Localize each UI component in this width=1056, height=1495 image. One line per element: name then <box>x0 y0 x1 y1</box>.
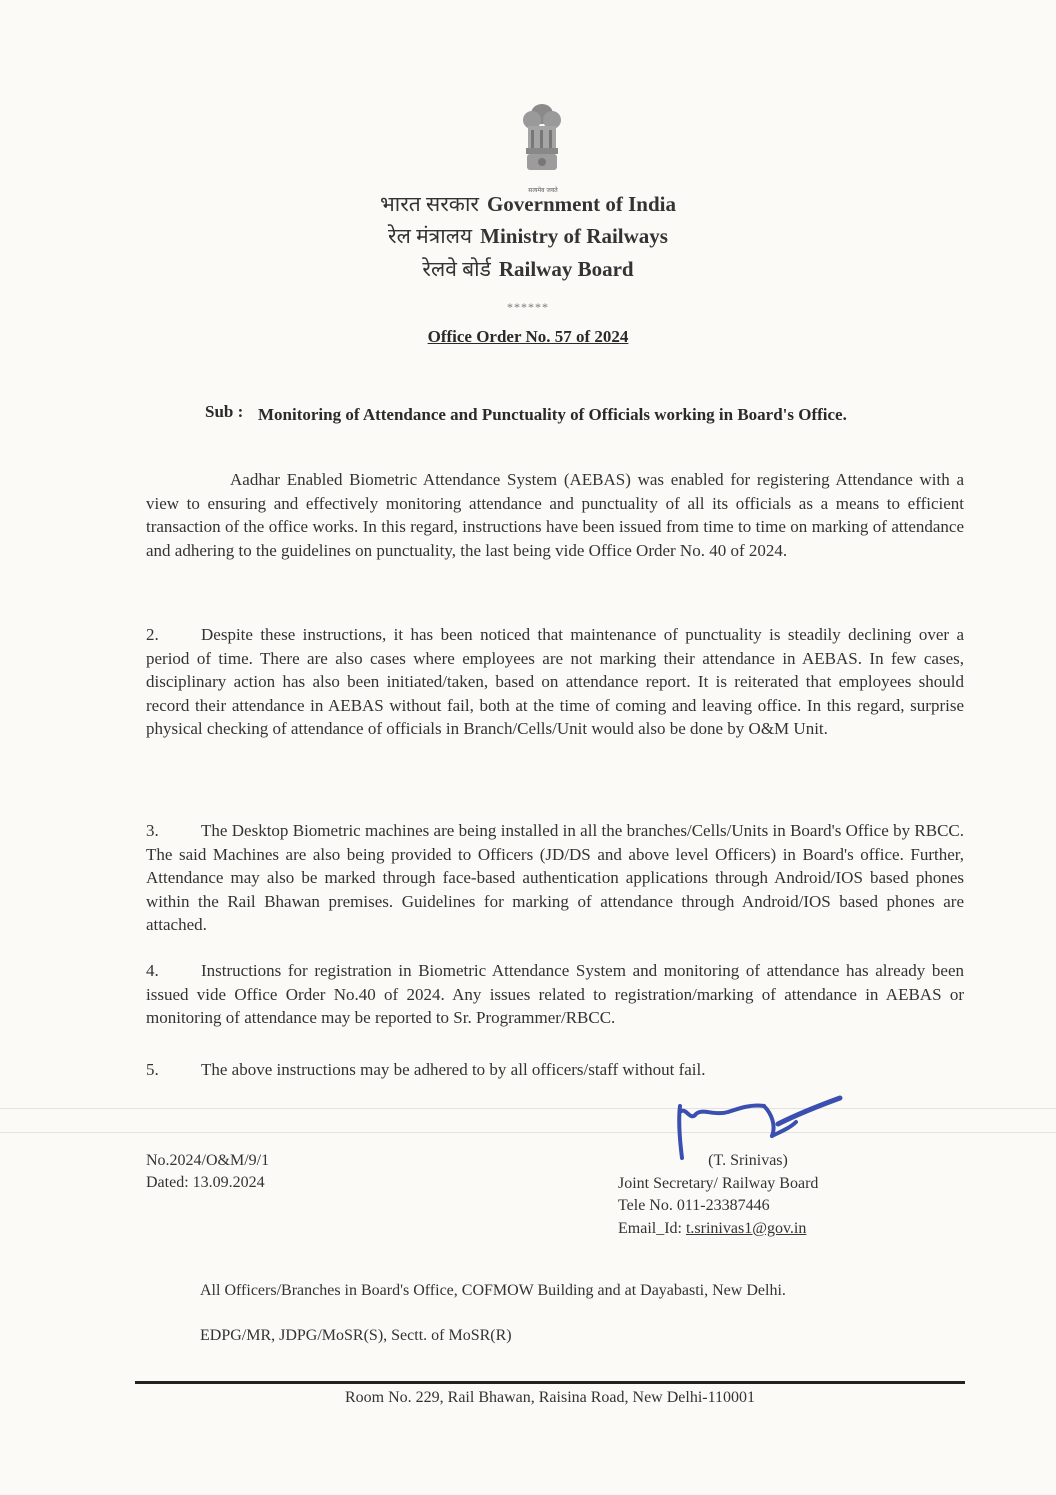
signatory-designation: Joint Secretary/ Railway Board <box>618 1174 819 1192</box>
email-link[interactable]: t.srinivas1@gov.in <box>685 1219 807 1237</box>
paragraph-5 <box>146 1058 964 1082</box>
paragraph-1: Aadhar Enabled Biometric Attendance System (AEBAS) was enabled for registering Attendance with a view to ensuring and effectively monitoring attendance and punctuality of all its officials as a means to efficient transaction of the office works. In this regard, instructions have been issued from time to time on marking of attendance and adhering to the guidelines on punctuality, the last being vide Office Order No. 40 of 2024. <box>146 470 964 560</box>
distribution-line: All Officers/Branches in Board's Office, COFMOW Building and at Dayabasti, New Delhi. <box>200 1282 786 1299</box>
distribution-line: EDPG/MR, JDPG/MoSR(S), Sectt. of MoSR(R) <box>200 1327 512 1344</box>
header-english: Ministry of Railways <box>480 224 668 248</box>
paragraph-text: The above instructions may be adhered to by all officers/staff without fail. <box>201 1060 706 1079</box>
scan-fold-line <box>0 1132 1056 1133</box>
signatory-tele: Tele No. 011-23387446 <box>618 1197 770 1214</box>
paragraph-3 <box>146 819 964 937</box>
national-emblem-icon <box>518 100 566 188</box>
scan-fold-line <box>0 1108 1056 1109</box>
header-hindi: रेल मंत्रालय <box>388 224 473 248</box>
header-english: Government of India <box>486 192 676 216</box>
paragraph-4 <box>146 959 964 1030</box>
paragraph-number: 4. <box>146 961 159 980</box>
subject-label: Sub : <box>205 402 244 421</box>
paragraph-text: The Desktop Biometric machines are being installed in all the branches/Cells/Units in Board's Office by RBCC. The said Machines are also being provided to Officers (JD/DS and above level Officers) in Board's office. Further, Attendance may also be marked through face-based authentication applications through Android/IOS based phones within the Rail Bhawan premises. Guidelines for marking of attendance through Android/IOS based phones are attached. <box>146 821 964 934</box>
paragraph-text: Despite these instructions, it has been noticed that maintenance of punctuality is steadily declining over a period of time. There are also cases where employees are not marking their attendance in AEBAS. In few cases, disciplinary action has also been initiated/taken, based on attendance report. It is reiterated that employees should record their attendance in AEBAS without fail, both at the time of coming and leaving office. In this regard, surprise physical checking of attendance of officials in Branch/Cells/Unit would also be done by O&M Unit. <box>146 625 964 738</box>
email-label: Email_Id: <box>618 1219 682 1237</box>
signatory-block <box>618 1150 878 1240</box>
footer-divider <box>135 1381 965 1384</box>
header-line-ministry <box>0 222 1056 250</box>
separator: ****** <box>507 300 549 314</box>
header-line-government <box>0 190 1056 218</box>
header-line-board <box>0 255 1056 283</box>
paragraph-number: 2. <box>146 625 159 644</box>
reference-date: Dated: 13.09.2024 <box>146 1174 265 1191</box>
subject-text: Monitoring of Attendance and Punctuality of Officials working in Board's Office. <box>258 405 847 424</box>
emblem-caption: सत्यमेव जयते <box>528 187 558 194</box>
paragraph-text: Instructions for registration in Biometric Attendance System and monitoring of attendance has already been issued vide Office Order No.40 of 2024. Any issues related to registration/marking of attendance in AEBAS or monitoring of attendance may be reported to Sr. Programmer/RBCC. <box>146 961 964 1027</box>
reference-number: No.2024/O&M/9/1 <box>146 1152 270 1169</box>
footer-address: Room No. 229, Rail Bhawan, Raisina Road, New Delhi-110001 <box>344 1389 756 1406</box>
header-english: Railway Board <box>498 257 634 281</box>
paragraph-2 <box>146 623 964 741</box>
signatory-email-row <box>618 1218 878 1241</box>
signatory-name: (T. Srinivas) <box>708 1152 788 1169</box>
header-hindi: रेलवे बोर्ड <box>422 257 491 281</box>
paragraph-number: 5. <box>146 1060 159 1079</box>
paragraph-number: 3. <box>146 821 159 840</box>
order-title: Office Order No. 57 of 2024 <box>427 327 629 346</box>
header-hindi: भारत सरकार <box>380 192 479 216</box>
